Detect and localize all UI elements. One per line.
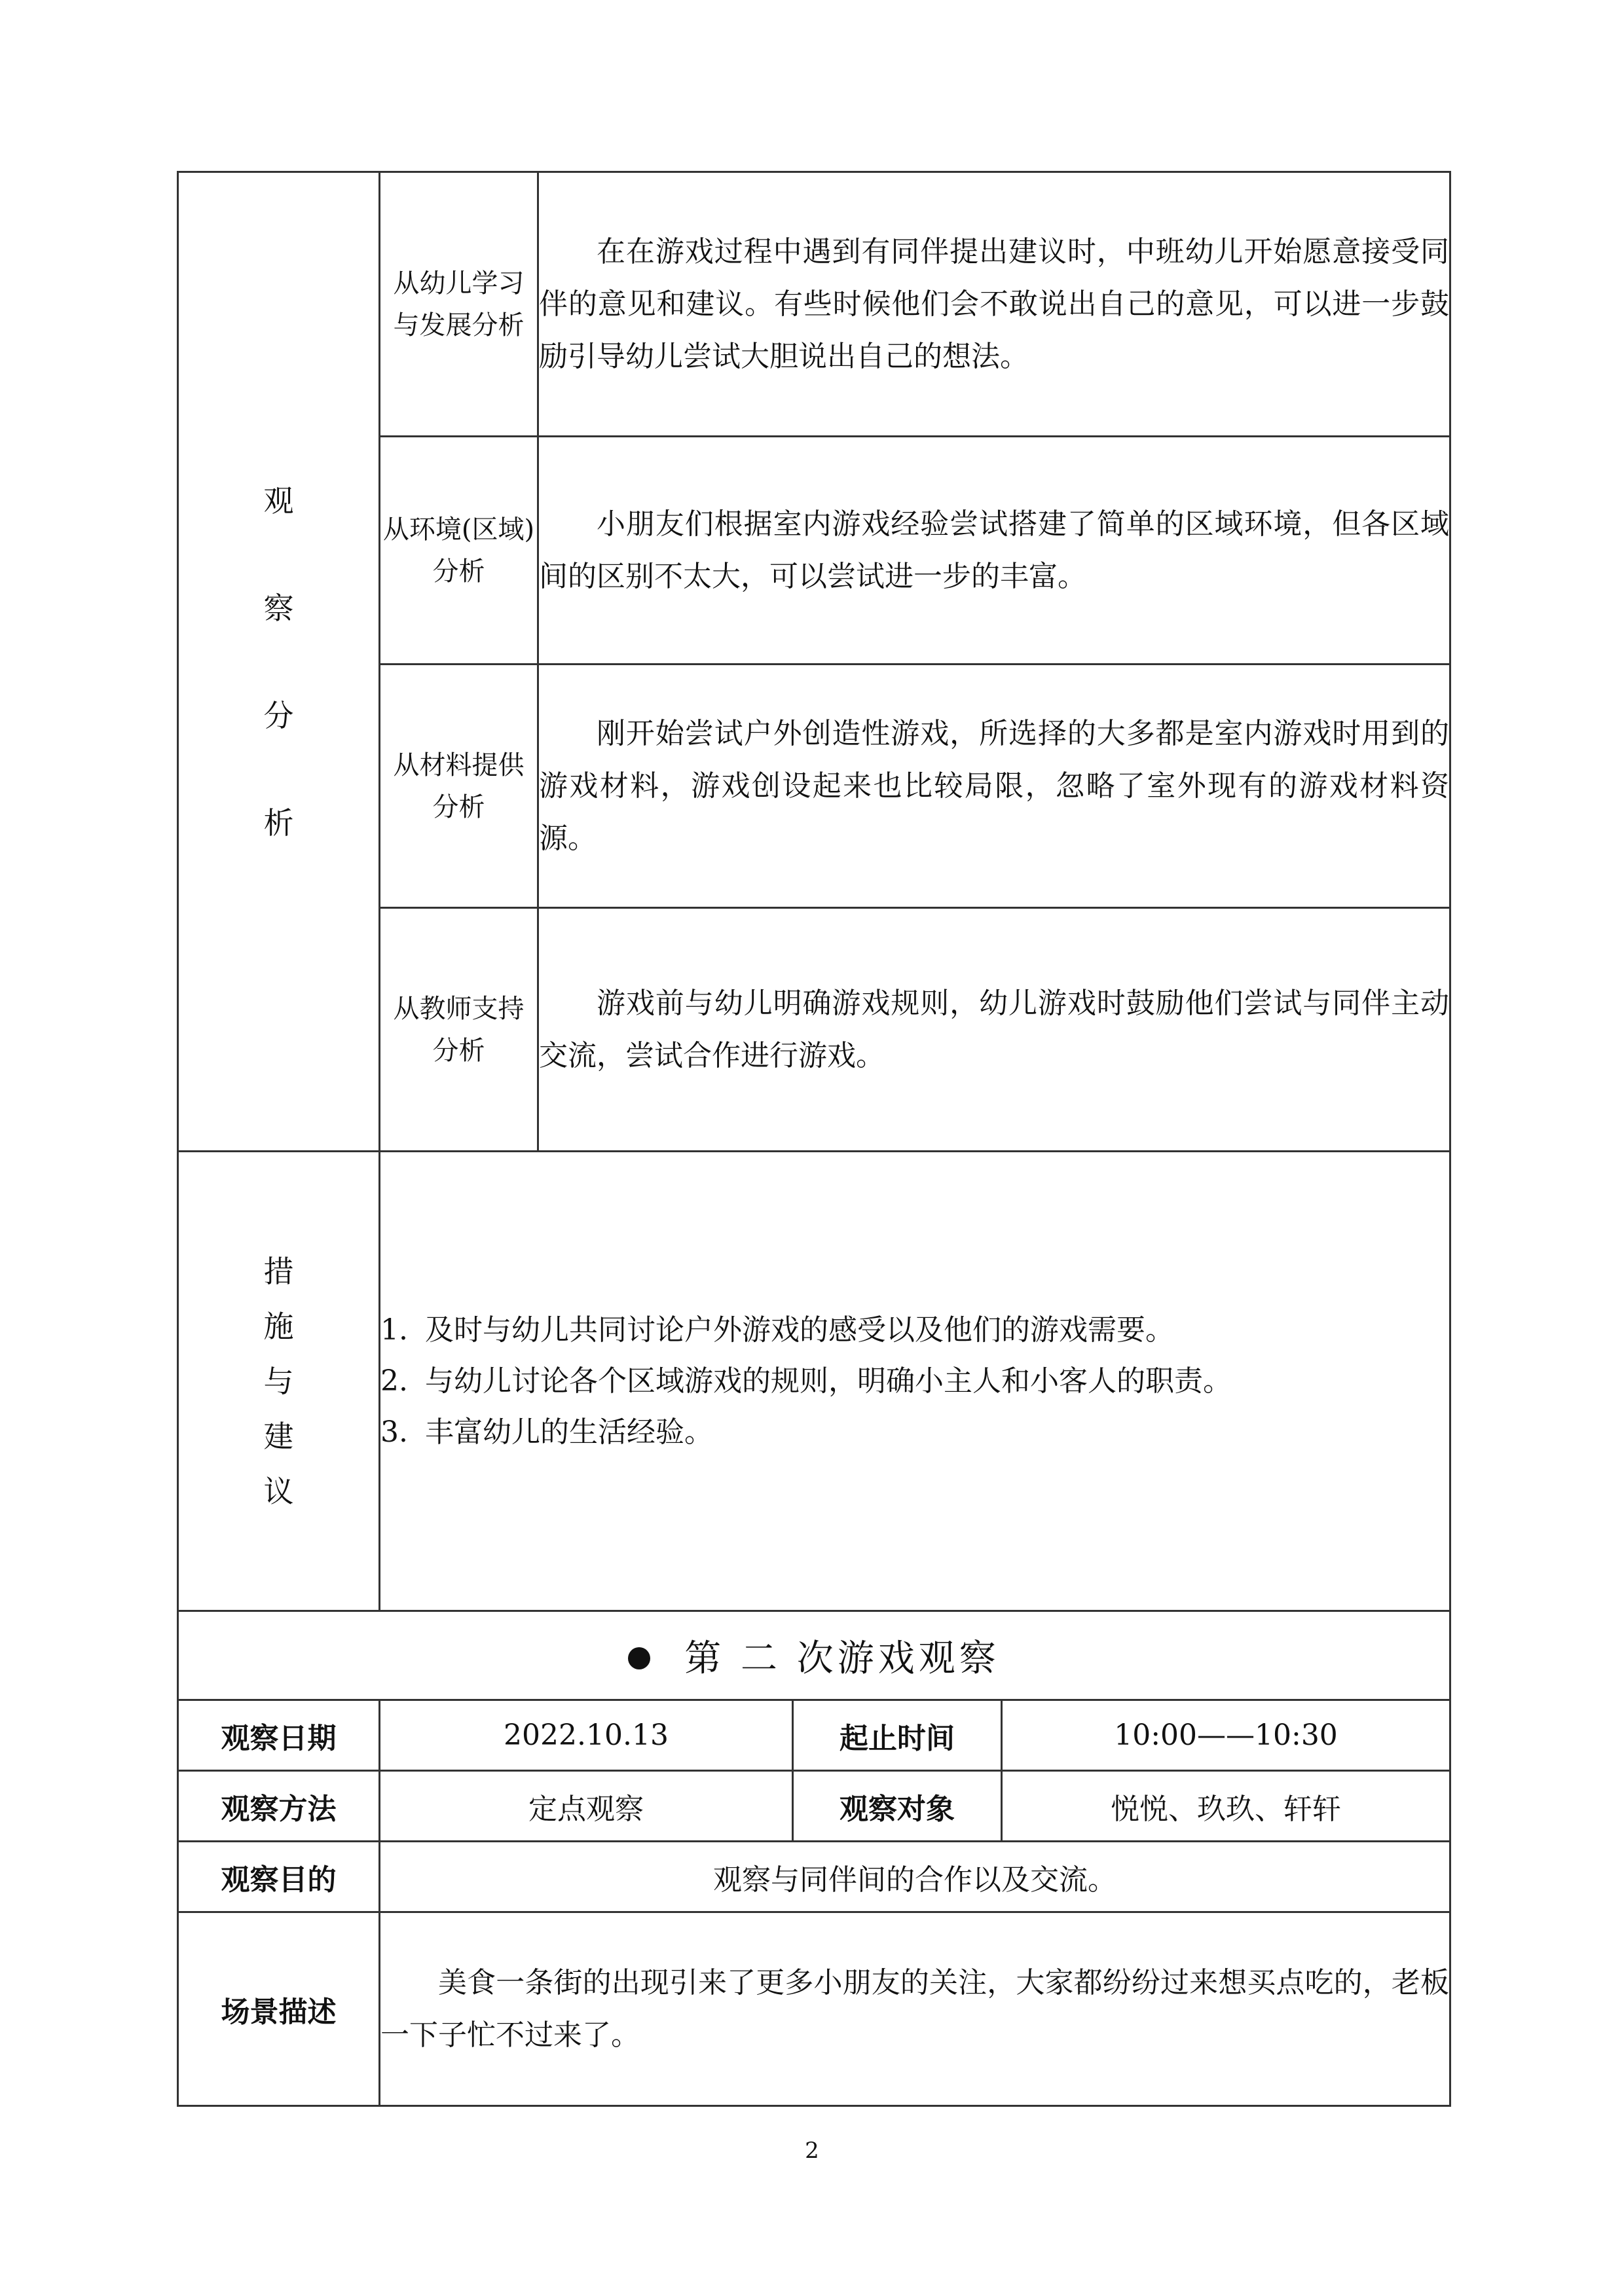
measure-number: 3.: [380, 1415, 408, 1449]
teacher-support-label: 从教师支持分析: [380, 908, 538, 1152]
observation-purpose-label: 观察目的: [178, 1842, 380, 1912]
page-number: 2: [805, 2138, 819, 2164]
materials-text: 刚开始尝试户外创造性游戏，所选择的大多都是室内游戏时用到的游戏材料，游戏创设起来也比较局限，忽略了室外现有的游戏材料资源。: [538, 665, 1450, 908]
observation-target-label: 观察对象: [793, 1771, 1002, 1842]
measure-number: 2.: [380, 1364, 408, 1398]
measures-char: 建: [263, 1418, 294, 1454]
measures-char: 施: [263, 1308, 294, 1344]
observation-record-table: [177, 171, 1451, 2107]
measure-number: 1.: [380, 1313, 408, 1347]
observation-date-value: 2022.10.13: [380, 1700, 793, 1771]
measure-item: [380, 1407, 1449, 1458]
observation-date-label: 观察日期: [178, 1700, 380, 1771]
measures-char: 议: [263, 1473, 294, 1509]
observation-analysis-label: [178, 172, 380, 1152]
time-range-value: 10:00——10:30: [1002, 1700, 1450, 1771]
observation-method-value: 定点观察: [380, 1771, 793, 1842]
learning-development-label: 从幼儿学习与发展分析: [380, 172, 538, 437]
environment-text: 小朋友们根据室内游戏经验尝试搭建了简单的区域环境，但各区域间的区别不太大，可以尝试进一步的丰富。: [538, 437, 1450, 665]
materials-label: 从材料提供分析: [380, 665, 538, 908]
observation-purpose-value: 观察与同伴间的合作以及交流。: [380, 1842, 1450, 1912]
measure-text: 丰富幼儿的生活经验。: [425, 1415, 713, 1449]
measures-list: [380, 1152, 1450, 1611]
environment-label: 从环境(区域)分析: [380, 437, 538, 665]
observation-target-value: 悦悦、玖玖、轩轩: [1002, 1771, 1450, 1842]
measure-item: [380, 1356, 1449, 1407]
learning-development-text: 在在游戏过程中遇到有同伴提出建议时，中班幼儿开始愿意接受同伴的意见和建议。有些时候他们会不敢说出自己的意见，可以进一步鼓励引导幼儿尝试大胆说出自己的想法。: [538, 172, 1450, 437]
observation-analysis-char: 分: [263, 697, 294, 733]
scene-description-label: 场景描述: [178, 1912, 380, 2106]
second-observation-title-text: 第 二 次游戏观察: [684, 1637, 1000, 1680]
measure-item: [380, 1305, 1449, 1356]
time-range-label: 起止时间: [793, 1700, 1002, 1771]
observation-analysis-char: 察: [263, 590, 294, 626]
measures-char: 措: [263, 1253, 294, 1289]
second-observation-title: [178, 1611, 1450, 1700]
measures-label: [178, 1152, 380, 1611]
measure-text: 及时与幼儿共同讨论户外游戏的感受以及他们的游戏需要。: [425, 1313, 1174, 1347]
teacher-support-text: 游戏前与幼儿明确游戏规则，幼儿游戏时鼓励他们尝试与同伴主动交流，尝试合作进行游戏。: [538, 908, 1450, 1152]
observation-analysis-char: 观: [263, 483, 294, 519]
observation-method-label: 观察方法: [178, 1771, 380, 1842]
measures-char: 与: [263, 1363, 294, 1399]
measure-text: 与幼儿讨论各个区域游戏的规则，明确小主人和小客人的职责。: [425, 1364, 1232, 1398]
observation-analysis-char: 析: [263, 805, 294, 841]
scene-description-text: 美食一条街的出现引来了更多小朋友的关注，大家都纷纷过来想买点吃的，老板一下子忙不过来了。: [380, 1912, 1450, 2106]
bullet-icon: [628, 1647, 650, 1669]
